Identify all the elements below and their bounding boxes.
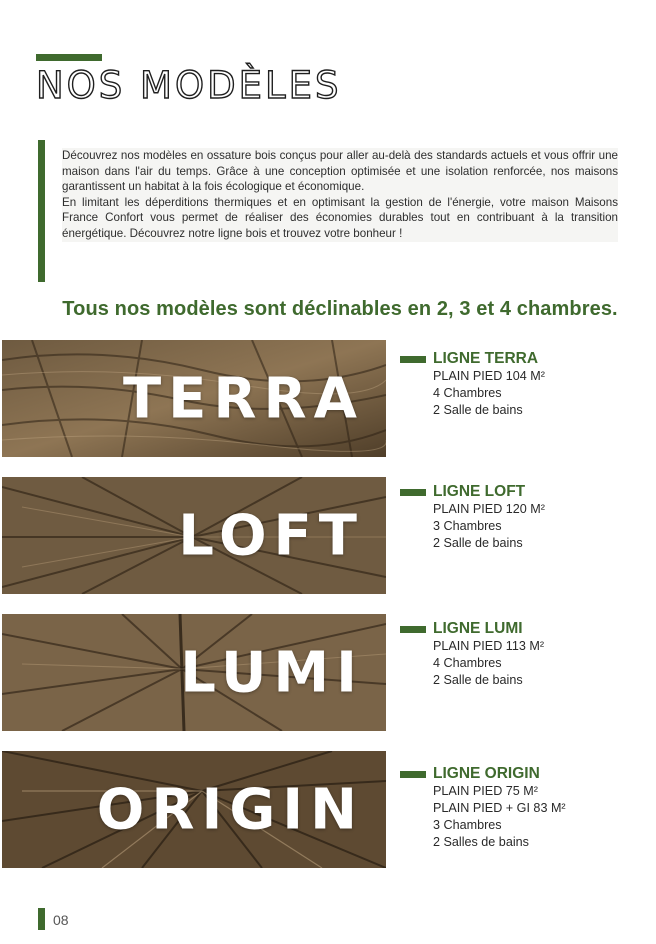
banner-terra (2, 340, 386, 457)
intro-text (62, 148, 618, 242)
model-surface: PLAIN PIED 113 M² (433, 639, 545, 653)
model-lumi (400, 620, 640, 689)
title-accent-bar (36, 54, 102, 61)
model-bedrooms: 4 Chambres (433, 656, 502, 670)
banner-title: LOFT (178, 503, 364, 568)
banner-lumi (2, 614, 386, 731)
intro-paragraph-2: En limitant les déperditions thermiques et en optimisant la gestion de l'énergie, votre maison Maisons France Confort vous permet de réaliser des économies durables tout en contribuant à la transition énergétique. Découvrez notre ligne bois et trouvez votre bonheur ! (62, 195, 618, 240)
model-bathrooms: 2 Salle de bains (433, 403, 523, 417)
model-name: LIGNE ORIGIN (433, 765, 540, 782)
intro-paragraph-1: Découvrez nos modèles en ossature bois conçus pour aller au-delà des standards actuels et vous offrir une maison dans l'air du temps. Grâce à une conception optimisée et une isolation renforcée, nos maisons garantissent un habitat à la fois écologique et économique. (62, 149, 618, 194)
model-marker (400, 356, 426, 363)
model-surface: PLAIN PIED 104 M² (433, 369, 545, 383)
banner-title: TERRA (122, 366, 364, 431)
banner-title: ORIGIN (96, 777, 364, 842)
model-surface-alt: PLAIN PIED + GI 83 M² (433, 801, 566, 815)
model-loft (400, 483, 640, 552)
model-origin (400, 765, 640, 851)
model-marker (400, 771, 426, 778)
intro-accent-bar (38, 140, 45, 282)
model-bedrooms: 4 Chambres (433, 386, 502, 400)
model-marker (400, 489, 426, 496)
model-surface: PLAIN PIED 75 M² (433, 784, 538, 798)
model-terra (400, 350, 640, 419)
model-bedrooms: 3 Chambres (433, 818, 502, 832)
page-number-bar (38, 908, 45, 930)
model-bathrooms: 2 Salle de bains (433, 536, 523, 550)
model-marker (400, 626, 426, 633)
model-bathrooms: 2 Salles de bains (433, 835, 529, 849)
model-bathrooms: 2 Salle de bains (433, 673, 523, 687)
model-name: LIGNE LUMI (433, 620, 523, 637)
model-name: LIGNE LOFT (433, 483, 526, 500)
banner-title: LUMI (180, 640, 364, 705)
model-bedrooms: 3 Chambres (433, 519, 502, 533)
page-title: NOS MODÈLES (36, 64, 342, 107)
banner-origin (2, 751, 386, 868)
banner-loft (2, 477, 386, 594)
model-surface: PLAIN PIED 120 M² (433, 502, 545, 516)
headline: Tous nos modèles sont déclinables en 2, 3 et 4 chambres. (62, 298, 618, 320)
page-number: 08 (53, 912, 69, 928)
model-name: LIGNE TERRA (433, 350, 539, 367)
